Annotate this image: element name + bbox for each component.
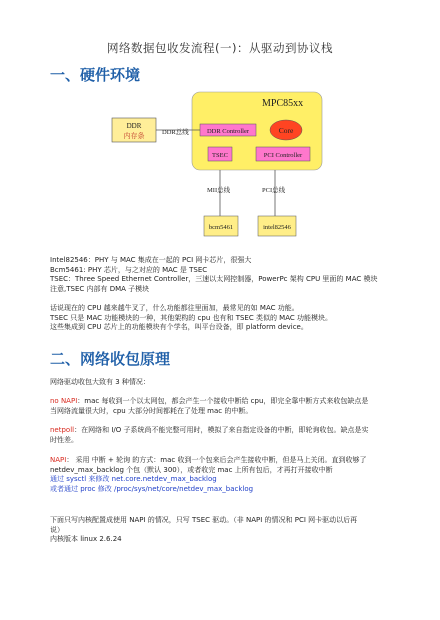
napi-line-sysctl: 通过 sysctl 来修改 net.core.netdev_max_backlog: [50, 475, 217, 484]
hw-line-intel: Intel82546：PHY 与 MAC 集成在一起的 PCI 网卡芯片，很强大: [50, 256, 252, 264]
mpc85xx-label: MPC85xx: [262, 98, 304, 109]
napi-line-1: [50, 456, 390, 466]
ddr-sub-label: 内存条: [123, 132, 145, 140]
netpoll-line-2: 时性差。: [50, 435, 78, 444]
hw-line-dma: 注意,TSEC 内部有 DMA 子模块: [50, 284, 150, 293]
no-napi-text-1: ：mac 每收到一个以太网包，都会产生一个接收中断给 cpu，即完全靠中断方式来收包缺点是: [77, 397, 369, 405]
hw-line-tsec: TSEC：Three Speed Ethernet Controller，三速以太网控制器，PowerPc 架构 CPU 里面的 MAC 模块: [50, 275, 378, 284]
mii-bus-label: MII总线: [207, 187, 231, 194]
intel82546-label: intel82546: [263, 224, 291, 231]
section-heading-rx: 二、网络收包原理: [50, 350, 171, 368]
no-napi-line-2: 当网络流量很大时，cpu 大部分时间都耗在了处理 mac 的中断。: [50, 406, 253, 415]
bcm5461-label: bcm5461: [208, 224, 234, 231]
netpoll-term: netpoll: [50, 426, 75, 434]
platform-line-1: 话说现在的 CPU 越来越牛叉了，什么功能都往里面加，最常见的如 MAC 功能。: [50, 304, 299, 312]
bottom-line-3: 内核版本 linux 2.6.24: [50, 535, 122, 544]
ddr-label: DDR: [126, 122, 142, 130]
hardware-diagram: [110, 90, 350, 240]
napi-text-1: ： 采用 中断 + 轮询 的方式：mac 收到一个包来后会产生接收中断，但是马上关闭。直到收够了: [66, 456, 367, 464]
rx-intro: [50, 378, 390, 388]
section-heading-hardware: 一、硬件环境: [50, 66, 141, 84]
no-napi-term: no NAPI: [50, 397, 78, 405]
platform-description: [50, 304, 390, 333]
hardware-description: [50, 256, 390, 294]
tsec-label: TSEC: [212, 152, 228, 159]
napi-paragraph: [50, 456, 390, 494]
pci-bus-label: PCI总线: [262, 187, 286, 194]
netpoll-text-1: ：在网络和 I/O 子系统尚不能完整可用时，模拟了来自指定设备的中断，即轮询收包。缺点是实: [74, 426, 369, 434]
ddr-controller-label: DDR Controller: [206, 128, 250, 135]
pci-controller-label: PCI Controller: [263, 152, 303, 159]
napi-line-2: netdev_max_backlog 个包（默认 300），或者收完 mac 上所有包后，才再打开接收中断: [50, 465, 333, 474]
platform-line-3: 这些集成到 CPU 芯片上的功能模块有个学名，叫平台设备，即 platform device。: [50, 323, 308, 332]
netpoll-line-1: [50, 426, 390, 436]
napi-line-proc: 或者通过 proc 修改 /proc/sys/net/core/netdev_max_backlog: [50, 484, 254, 493]
document-title: 网络数据包收发流程(一)：从驱动到协议栈: [107, 41, 333, 55]
rx-intro-line: 网络驱动收包大致有 3 种情况：: [50, 378, 150, 386]
netpoll-paragraph: [50, 426, 390, 445]
bottom-line-2: 说）: [50, 525, 64, 534]
bottom-paragraph: [50, 516, 390, 545]
napi-term: NAPI: [50, 456, 67, 464]
bottom-line-1: 下面只写内核配置成使用 NAPI 的情况，只写 TSEC 驱动。（非 NAPI 的情况和 PCI 网卡驱动以后再: [50, 516, 358, 524]
no-napi-line-1: [50, 397, 390, 407]
platform-line-2: TSEC 只是 MAC 功能模块的一种，其他架构的 cpu 也有和 TSEC 类似的 MAC 功能模块。: [50, 313, 332, 322]
hw-line-bcm: Bcm5461: PHY 芯片，与之对应的 MAC 是 TSEC: [50, 265, 208, 274]
ddr-bus-label: DDR总线: [162, 129, 189, 136]
no-napi-paragraph: [50, 397, 390, 416]
core-label: Core: [278, 126, 294, 135]
